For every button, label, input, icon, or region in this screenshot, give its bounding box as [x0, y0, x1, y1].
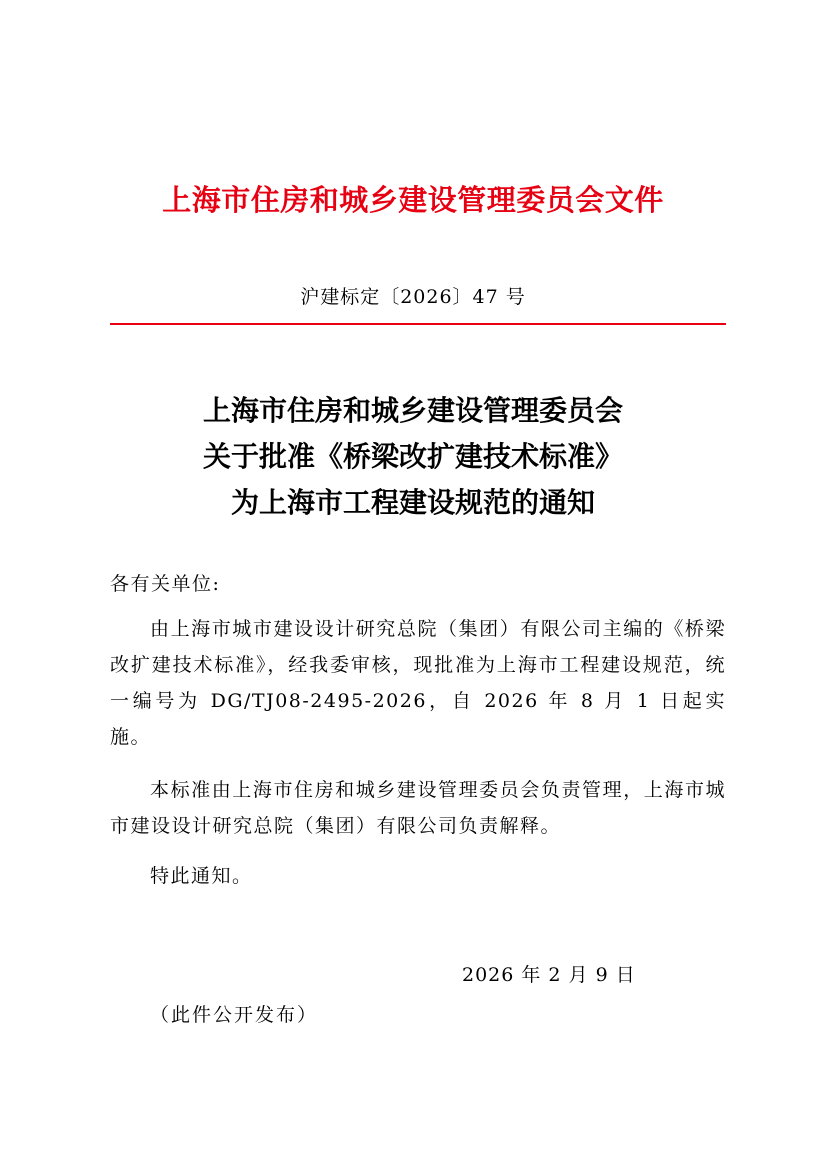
notice-title: [0, 388, 826, 526]
red-divider: [110, 323, 726, 325]
notice-title-line-2: 关于批准《桥梁改扩建技术标准》: [202, 440, 623, 473]
notice-title-line-1: 上海市住房和城乡建设管理委员会: [202, 394, 623, 427]
publish-note: （此件公开发布）: [150, 1004, 319, 1026]
notice-title-line-3: 为上海市工程建设规范的通知: [230, 486, 595, 519]
closing-remark: 特此通知。: [150, 865, 253, 887]
masthead-title: 上海市住房和城乡建设管理委员会文件: [162, 183, 664, 217]
issue-date: 2026 年 2 月 9 日: [462, 964, 636, 986]
salutation: 各有关单位:: [110, 573, 221, 595]
body-paragraph-approval: 由上海市城市建设设计研究总院（集团）有限公司主编的《桥梁改扩建技术标准》，经我委审核，现批准为上海市工程建设规范，统一编号为 DG/TJ08-2495-2026，自 2026 年 8 月 1 日起实施。: [110, 618, 726, 748]
body-paragraph-management: 本标准由上海市住房和城乡建设管理委员会负责管理，上海市城市建设设计研究总院（集团）有限公司负责解释。: [110, 779, 726, 837]
document-number: 沪建标定〔2026〕47 号: [300, 286, 526, 308]
